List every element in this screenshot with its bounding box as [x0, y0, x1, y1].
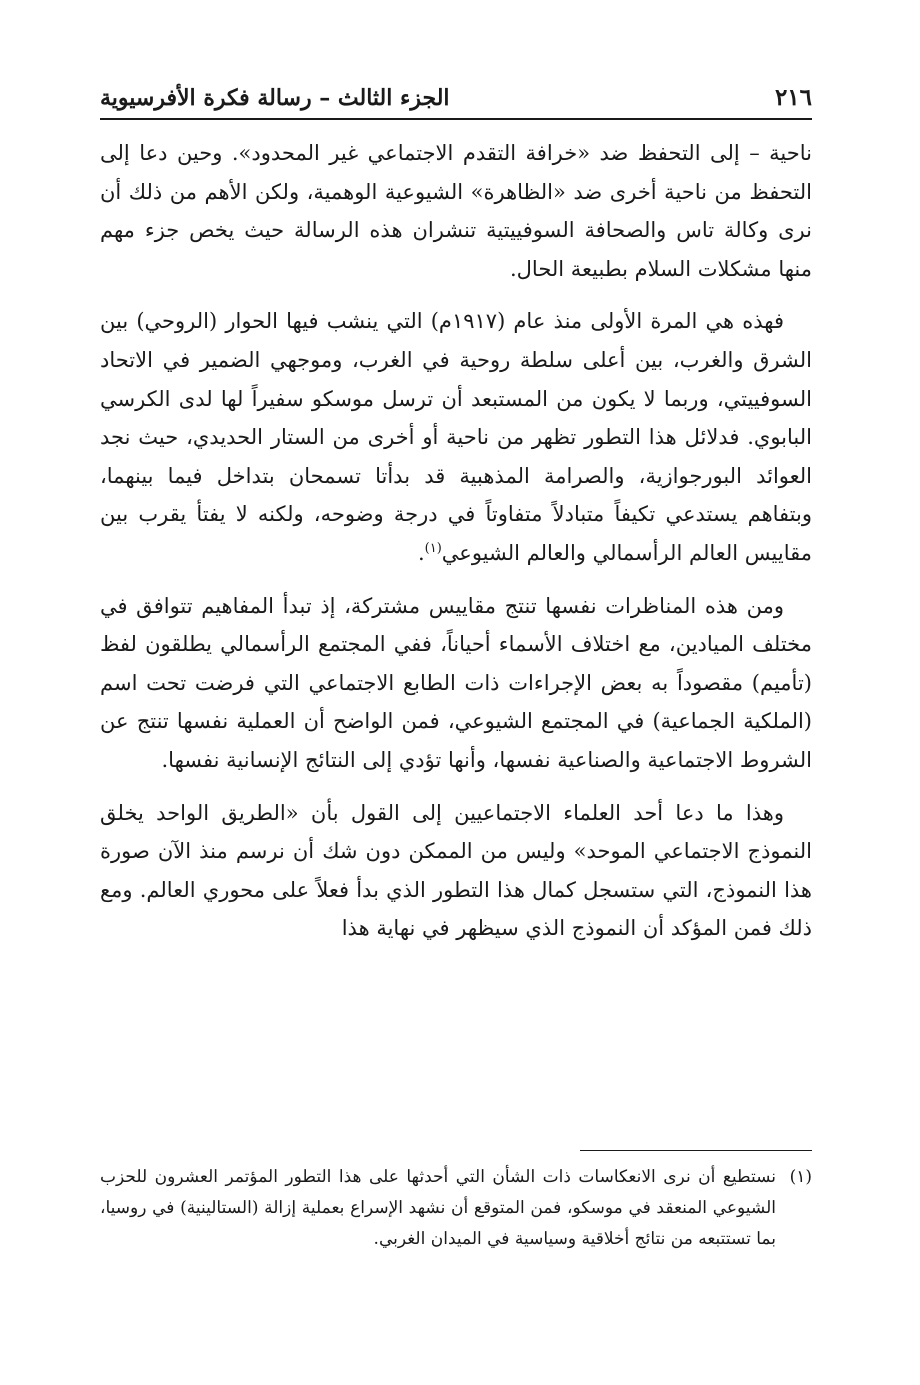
paragraph-4-text: وهذا ما دعا أحد العلماء الاجتماعيين إلى القول بأن «الطريق الواحد يخلق النموذج الاجتماعي الموحد» وليس من الممكن دون شك أن نرسم منذ الآن صورة هذا النموذج، التي ستسجل كمال هذا التطور الذي بدأ فعلاً على محوري العالم. ومع ذلك فمن المؤكد أن النموذج الذي سيظهر في نهاية هذا [100, 800, 812, 941]
footnotes [100, 1162, 812, 1255]
running-header-title: الجزء الثالث – رسالة فكرة الأفرسيوية [100, 85, 450, 111]
footnote-1 [100, 1162, 812, 1255]
footnote-reference[interactable]: (١) [424, 540, 442, 556]
paragraph-1-text: ناحية – إلى التحفظ ضد «خرافة التقدم الاجتماعي غير المحدود». وحين دعا إلى التحفظ من ناحية أخرى ضد «الظاهرة» الشيوعية الوهمية، ولكن الأهم من ذلك أن نرى وكالة تاس والصحافة السوفييتية تنشران هذه الرسالة حيث يخص جزء مهم منها مشكلات السلام بطبيعة الحال. [100, 141, 812, 281]
paragraph-1 [100, 134, 812, 288]
paragraph-2-text: فهذه هي المرة الأولى منذ عام (١٩١٧م) التي ينشب فيها الحوار (الروحي) بين الشرق والغرب، بين أعلى سلطة روحية في الغرب، وموجهي الضمير في الاتحاد السوفييتي، وربما لا يكون من المستبعد أن ترسل موسكو سفيراً لها لدى الكرسي البابوي. فدلائل هذا التطور تظهر من ناحية أو أخرى من الستار الحديدي، حيث نجد العوائد البورجوازية، والصرامة المذهبية قد بدأتا تسمحان بتداخل فيما بينهما، وبتفاهم يستدعي تكيفاً متبادلاً متفاوتاً في درجة وضوحه، ولكنه لا يفتأ يقرب بين مقاييس العالم الرأسمالي والعالم الشيوعي [100, 309, 812, 565]
running-header [100, 80, 812, 120]
paragraph-2-tail: . [417, 540, 425, 565]
paragraph-3 [100, 587, 812, 780]
paragraph-4 [100, 794, 812, 948]
footnote-marker: (١) [789, 1167, 812, 1187]
paragraph-2 [100, 302, 812, 572]
paragraph-3-text: ومن هذه المناظرات نفسها تنتج مقاييس مشتركة، إذ تبدأ المفاهيم تتوافق في مختلف الميادين، مع اختلاف الأسماء أحياناً، ففي المجتمع الرأسمالي يطلقون لفظ (تأميم) مقصوداً به بعض الإجراءات ذات الطابع الاجتماعي التي فرضت تحت اسم (الملكية الجماعية) في المجتمع الشيوعي، فمن الواضح أن العملية نفسها تنتج عن الشروط الاجتماعية والصناعية نفسها، وأنها تؤدي إلى النتائج الإنسانية نفسها. [100, 593, 812, 772]
footnote-separator [580, 1150, 812, 1151]
page-number: ٢١٦ [774, 84, 812, 111]
main-text [100, 134, 812, 962]
footnote-text: نستطيع أن نرى الانعكاسات ذات الشأن التي أحدثها على هذا التطور المؤتمر العشرون للحزب الشيوعي المنعقد في موسكو، فمن المتوقع أن نشهد الإسراع بعملية إزالة (الستالينية) في روسيا، بما تستتبعه من نتائج أخلاقية وسياسية في الميدان الغربي. [100, 1167, 776, 1249]
